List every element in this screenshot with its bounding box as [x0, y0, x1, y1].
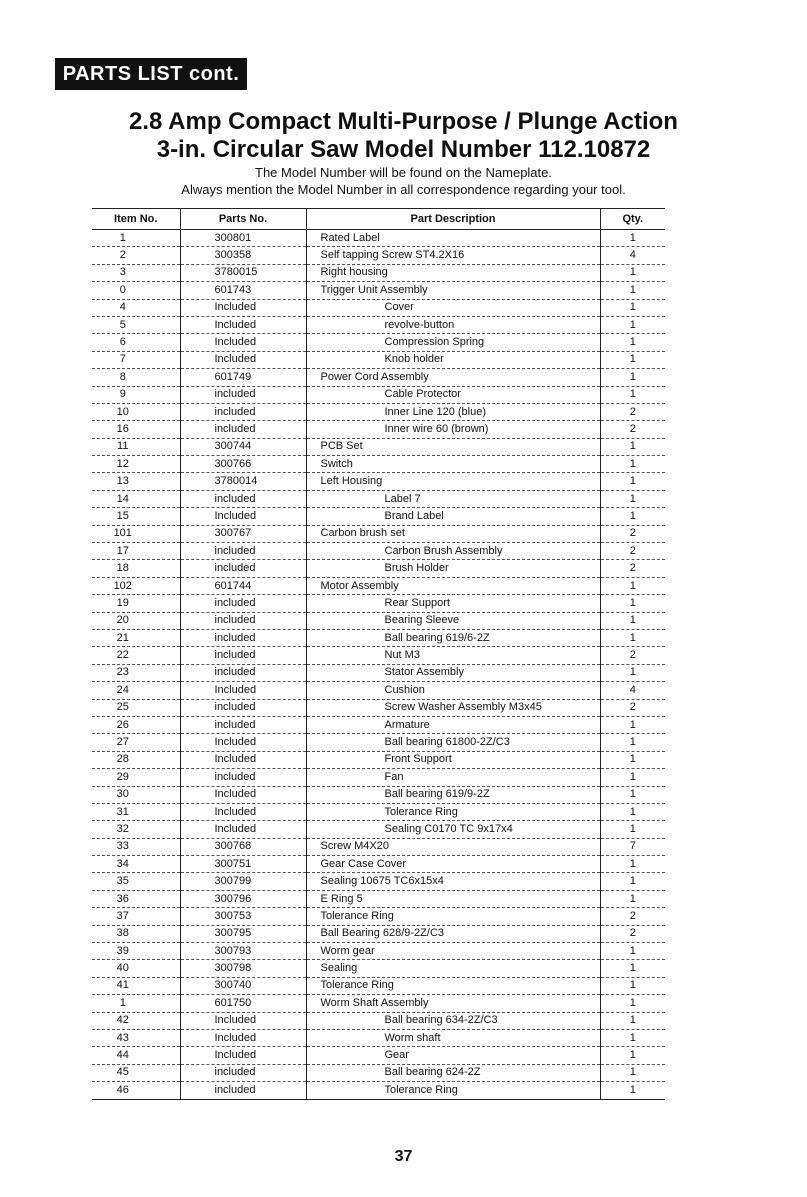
cell-part-description: Sealing 10675 TC6x15x4 [306, 873, 600, 890]
cell-parts-no: 300744 [180, 438, 306, 455]
cell-part-description: revolve-button [306, 316, 600, 333]
cell-qty: 1 [600, 316, 665, 333]
cell-parts-no: 3780015 [180, 264, 306, 281]
cell-qty: 1 [600, 977, 665, 994]
cell-parts-no: Included [180, 1012, 306, 1029]
table-row [92, 769, 665, 786]
cell-item-no: 4 [92, 299, 180, 316]
cell-parts-no: 601744 [180, 577, 306, 594]
cell-qty: 2 [600, 647, 665, 664]
cell-item-no: 11 [92, 438, 180, 455]
cell-item-no: 42 [92, 1012, 180, 1029]
cell-parts-no: Included [180, 682, 306, 699]
table-row [92, 960, 665, 977]
cell-qty: 2 [600, 543, 665, 560]
cell-parts-no: 300767 [180, 525, 306, 542]
cell-parts-no: Included [180, 751, 306, 768]
cell-qty: 1 [600, 334, 665, 351]
cell-parts-no: Included [180, 334, 306, 351]
cell-item-no: 31 [92, 803, 180, 820]
table-row [92, 299, 665, 316]
table-row [92, 543, 665, 560]
cell-qty: 1 [600, 612, 665, 629]
cell-part-description: Cover [306, 299, 600, 316]
table-row [92, 803, 665, 820]
table-row [92, 456, 665, 473]
table-row [92, 995, 665, 1012]
cell-item-no: 13 [92, 473, 180, 490]
cell-qty: 1 [600, 943, 665, 960]
cell-parts-no: 300740 [180, 977, 306, 994]
table-row [92, 856, 665, 873]
header-parts-no: Parts No. [180, 209, 306, 230]
cell-part-description: Self tapping Screw ST4.2X16 [306, 247, 600, 264]
cell-item-no: 29 [92, 769, 180, 786]
table-header-row [92, 209, 665, 230]
table-row [92, 282, 665, 299]
cell-qty: 1 [600, 456, 665, 473]
cell-qty: 1 [600, 577, 665, 594]
cell-item-no: 34 [92, 856, 180, 873]
cell-part-description: Tolerance Ring [306, 803, 600, 820]
cell-qty: 1 [600, 351, 665, 368]
cell-parts-no: included [180, 769, 306, 786]
table-row [92, 438, 665, 455]
table-row [92, 577, 665, 594]
cell-parts-no: 601749 [180, 369, 306, 386]
cell-qty: 2 [600, 421, 665, 438]
header-part-description: Part Description [306, 209, 600, 230]
cell-parts-no: Included [180, 316, 306, 333]
cell-parts-no: 300358 [180, 247, 306, 264]
cell-item-no: 1 [92, 230, 180, 247]
table-row [92, 1082, 665, 1099]
cell-qty: 1 [600, 751, 665, 768]
cell-parts-no: Included [180, 803, 306, 820]
cell-parts-no: Included [180, 351, 306, 368]
section-banner: PARTS LIST cont. [55, 58, 247, 90]
table-row [92, 664, 665, 681]
cell-part-description: Tolerance Ring [306, 908, 600, 925]
cell-part-description: Tolerance Ring [306, 977, 600, 994]
cell-parts-no: included [180, 612, 306, 629]
cell-item-no: 5 [92, 316, 180, 333]
cell-item-no: 35 [92, 873, 180, 890]
cell-item-no: 22 [92, 647, 180, 664]
cell-parts-no: included [180, 543, 306, 560]
cell-item-no: 44 [92, 1047, 180, 1064]
cell-parts-no: 3780014 [180, 473, 306, 490]
table-row [92, 351, 665, 368]
cell-item-no: 46 [92, 1082, 180, 1099]
cell-qty: 1 [600, 264, 665, 281]
cell-qty: 1 [600, 438, 665, 455]
table-row [92, 943, 665, 960]
table-row [92, 1047, 665, 1064]
cell-item-no: 17 [92, 543, 180, 560]
table-row [92, 908, 665, 925]
cell-parts-no: included [180, 699, 306, 716]
cell-parts-no: Included [180, 299, 306, 316]
cell-part-description: Nut M3 [306, 647, 600, 664]
cell-part-description: Compression Spring [306, 334, 600, 351]
table-row [92, 421, 665, 438]
cell-parts-no: included [180, 664, 306, 681]
cell-part-description: Ball bearing 619/6-2Z [306, 629, 600, 646]
cell-qty: 1 [600, 873, 665, 890]
cell-parts-no: included [180, 595, 306, 612]
cell-part-description: Sealing C0170 TC 9x17x4 [306, 821, 600, 838]
table-row [92, 925, 665, 942]
cell-item-no: 28 [92, 751, 180, 768]
subtitle-correspondence-note: Always mention the Model Number in all correspondence regarding your tool. [181, 182, 626, 197]
header-qty: Qty. [600, 209, 665, 230]
cell-item-no: 10 [92, 403, 180, 420]
cell-parts-no: 300751 [180, 856, 306, 873]
cell-part-description: Gear [306, 1047, 600, 1064]
cell-part-description: Ball bearing 619/9-2Z [306, 786, 600, 803]
cell-item-no: 23 [92, 664, 180, 681]
cell-item-no: 25 [92, 699, 180, 716]
cell-qty: 2 [600, 908, 665, 925]
cell-part-description: E Ring 5 [306, 890, 600, 907]
cell-qty: 1 [600, 786, 665, 803]
table-row [92, 316, 665, 333]
table-row [92, 977, 665, 994]
cell-item-no: 0 [92, 282, 180, 299]
cell-parts-no: included [180, 386, 306, 403]
cell-qty: 7 [600, 838, 665, 855]
cell-qty: 2 [600, 699, 665, 716]
cell-part-description: Sealing [306, 960, 600, 977]
table-row [92, 890, 665, 907]
table-row [92, 508, 665, 525]
cell-item-no: 9 [92, 386, 180, 403]
cell-part-description: Knob holder [306, 351, 600, 368]
cell-qty: 1 [600, 230, 665, 247]
table-row [92, 647, 665, 664]
cell-item-no: 37 [92, 908, 180, 925]
cell-part-description: Worm gear [306, 943, 600, 960]
cell-parts-no: 300796 [180, 890, 306, 907]
cell-qty: 1 [600, 960, 665, 977]
cell-item-no: 26 [92, 716, 180, 733]
table-row [92, 525, 665, 542]
cell-parts-no: included [180, 647, 306, 664]
cell-part-description: Power Cord Assembly [306, 369, 600, 386]
cell-part-description: Ball Bearing 628/9-2Z/C3 [306, 925, 600, 942]
cell-part-description: Left Housing [306, 473, 600, 490]
cell-qty: 1 [600, 734, 665, 751]
cell-part-description: Ball bearing 634-2Z/C3 [306, 1012, 600, 1029]
cell-parts-no: 300766 [180, 456, 306, 473]
table-row [92, 264, 665, 281]
table-row [92, 1012, 665, 1029]
parts-table [92, 208, 665, 1100]
cell-part-description: Worm Shaft Assembly [306, 995, 600, 1012]
cell-part-description: Brush Holder [306, 560, 600, 577]
cell-qty: 1 [600, 769, 665, 786]
cell-parts-no: included [180, 629, 306, 646]
cell-item-no: 32 [92, 821, 180, 838]
cell-parts-no: Included [180, 734, 306, 751]
cell-part-description: Cable Protector [306, 386, 600, 403]
cell-part-description: Carbon brush set [306, 525, 600, 542]
table-row [92, 786, 665, 803]
cell-part-description: Bearing Sleeve [306, 612, 600, 629]
cell-qty: 1 [600, 1029, 665, 1046]
cell-qty: 1 [600, 890, 665, 907]
cell-qty: 1 [600, 595, 665, 612]
cell-part-description: Worm shaft [306, 1029, 600, 1046]
cell-qty: 1 [600, 1012, 665, 1029]
table-row [92, 595, 665, 612]
cell-part-description: Gear Case Cover [306, 856, 600, 873]
page-title: 2.8 Amp Compact Multi-Purpose / Plunge Action [129, 108, 678, 135]
cell-parts-no: included [180, 490, 306, 507]
table-row [92, 873, 665, 890]
page-title-model: 3-in. Circular Saw Model Number 112.10872 [156, 136, 651, 163]
table-row [92, 751, 665, 768]
cell-item-no: 38 [92, 925, 180, 942]
table-row [92, 386, 665, 403]
cell-item-no: 3 [92, 264, 180, 281]
cell-item-no: 15 [92, 508, 180, 525]
cell-parts-no: Included [180, 1029, 306, 1046]
cell-parts-no: 601743 [180, 282, 306, 299]
header-item-no: Item No. [92, 209, 180, 230]
table-row [92, 560, 665, 577]
table-row [92, 334, 665, 351]
cell-parts-no: 300753 [180, 908, 306, 925]
cell-parts-no: 300801 [180, 230, 306, 247]
table-row [92, 247, 665, 264]
cell-parts-no: included [180, 421, 306, 438]
cell-parts-no: Included [180, 1047, 306, 1064]
cell-item-no: 19 [92, 595, 180, 612]
cell-qty: 1 [600, 856, 665, 873]
cell-item-no: 101 [92, 525, 180, 542]
cell-qty: 1 [600, 386, 665, 403]
table-row [92, 699, 665, 716]
cell-parts-no: included [180, 1082, 306, 1099]
table-row [92, 838, 665, 855]
cell-qty: 2 [600, 525, 665, 542]
cell-parts-no: Included [180, 821, 306, 838]
table-row [92, 490, 665, 507]
cell-item-no: 27 [92, 734, 180, 751]
cell-part-description: Fan [306, 769, 600, 786]
page-number: 37 [394, 1148, 413, 1165]
cell-parts-no: 300768 [180, 838, 306, 855]
cell-part-description: Inner Line 120 (blue) [306, 403, 600, 420]
cell-part-description: Switch [306, 456, 600, 473]
cell-item-no: 12 [92, 456, 180, 473]
cell-part-description: Stator Assembly [306, 664, 600, 681]
cell-item-no: 1 [92, 995, 180, 1012]
cell-qty: 1 [600, 1047, 665, 1064]
cell-qty: 1 [600, 1082, 665, 1099]
cell-qty: 1 [600, 629, 665, 646]
cell-item-no: 33 [92, 838, 180, 855]
cell-item-no: 2 [92, 247, 180, 264]
cell-part-description: Inner wire 60 (brown) [306, 421, 600, 438]
cell-item-no: 20 [92, 612, 180, 629]
cell-item-no: 6 [92, 334, 180, 351]
table-row [92, 682, 665, 699]
table-row [92, 369, 665, 386]
cell-item-no: 45 [92, 1064, 180, 1081]
cell-item-no: 24 [92, 682, 180, 699]
cell-item-no: 36 [92, 890, 180, 907]
cell-part-description: Label 7 [306, 490, 600, 507]
cell-parts-no: Included [180, 786, 306, 803]
cell-qty: 1 [600, 473, 665, 490]
cell-part-description: Cushion [306, 682, 600, 699]
cell-part-description: Trigger Unit Assembly [306, 282, 600, 299]
cell-qty: 1 [600, 1064, 665, 1081]
table-row [92, 629, 665, 646]
cell-qty: 1 [600, 995, 665, 1012]
cell-qty: 1 [600, 803, 665, 820]
cell-qty: 1 [600, 299, 665, 316]
cell-part-description: Front Support [306, 751, 600, 768]
table-row [92, 230, 665, 247]
cell-parts-no: 300799 [180, 873, 306, 890]
cell-item-no: 14 [92, 490, 180, 507]
cell-part-description: PCB Set [306, 438, 600, 455]
cell-item-no: 18 [92, 560, 180, 577]
cell-item-no: 30 [92, 786, 180, 803]
cell-parts-no: 601750 [180, 995, 306, 1012]
cell-part-description: Ball bearing 61800-2Z/C3 [306, 734, 600, 751]
cell-item-no: 21 [92, 629, 180, 646]
cell-item-no: 39 [92, 943, 180, 960]
cell-item-no: 40 [92, 960, 180, 977]
cell-part-description: Rear Support [306, 595, 600, 612]
cell-qty: 4 [600, 682, 665, 699]
cell-part-description: Screw Washer Assembly M3x45 [306, 699, 600, 716]
cell-parts-no: included [180, 716, 306, 733]
cell-qty: 1 [600, 664, 665, 681]
cell-part-description: Brand Label [306, 508, 600, 525]
table-row [92, 473, 665, 490]
cell-qty: 2 [600, 925, 665, 942]
cell-parts-no: included [180, 403, 306, 420]
table-row [92, 1064, 665, 1081]
cell-qty: 1 [600, 508, 665, 525]
cell-qty: 2 [600, 560, 665, 577]
cell-qty: 1 [600, 821, 665, 838]
cell-qty: 1 [600, 282, 665, 299]
cell-item-no: 41 [92, 977, 180, 994]
cell-qty: 4 [600, 247, 665, 264]
subtitle-nameplate-note: The Model Number will be found on the Nameplate. [255, 165, 552, 180]
cell-part-description: Armature [306, 716, 600, 733]
cell-item-no: 7 [92, 351, 180, 368]
cell-parts-no: 300798 [180, 960, 306, 977]
table-row [92, 716, 665, 733]
cell-parts-no: included [180, 1064, 306, 1081]
cell-part-description: Motor Assembly [306, 577, 600, 594]
cell-parts-no: included [180, 560, 306, 577]
cell-qty: 1 [600, 716, 665, 733]
table-row [92, 612, 665, 629]
cell-parts-no: Included [180, 508, 306, 525]
cell-qty: 1 [600, 490, 665, 507]
table-row [92, 403, 665, 420]
parts-table-body [92, 230, 665, 1100]
table-row [92, 734, 665, 751]
cell-qty: 1 [600, 369, 665, 386]
table-row [92, 821, 665, 838]
cell-parts-no: 300793 [180, 943, 306, 960]
cell-item-no: 8 [92, 369, 180, 386]
table-row [92, 1029, 665, 1046]
cell-part-description: Rated Label [306, 230, 600, 247]
cell-item-no: 16 [92, 421, 180, 438]
cell-qty: 2 [600, 403, 665, 420]
cell-item-no: 102 [92, 577, 180, 594]
cell-part-description: Carbon Brush Assembly [306, 543, 600, 560]
cell-parts-no: 300795 [180, 925, 306, 942]
cell-item-no: 43 [92, 1029, 180, 1046]
cell-part-description: Right housing [306, 264, 600, 281]
cell-part-description: Ball bearing 624-2Z [306, 1064, 600, 1081]
cell-part-description: Tolerance Ring [306, 1082, 600, 1099]
cell-part-description: Screw M4X20 [306, 838, 600, 855]
